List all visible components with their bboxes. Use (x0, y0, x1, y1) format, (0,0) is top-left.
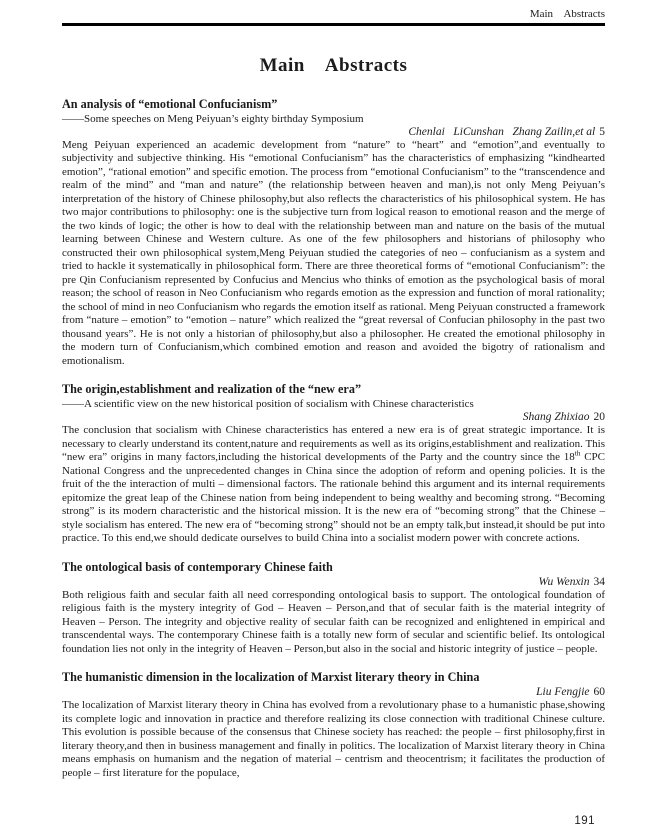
entry-title: The origin,establishment and realization of the “new era” (62, 382, 362, 396)
page-title: Main Abstracts (259, 54, 408, 76)
page-header (62, 8, 605, 26)
author-names: Shang Zhixiao (522, 411, 590, 423)
entry-start-page: 34 (593, 575, 605, 588)
author-names: Chenlai LiCunshan Zhang Zailin,et al (408, 125, 596, 138)
author-names: Liu Fengjie (536, 686, 590, 698)
abstract-entry-3 (62, 560, 605, 657)
entry-subtitle: ——A scientific view on the new historical position of socialism with Chinese characteristics (62, 398, 474, 410)
abstract-entry-2 (62, 382, 605, 546)
abstract-segment-post: CPC National Congress and the unprecedented changes in China since the adoption of reform and opening policies. It is the fruit of the the interaction of multi – dimensional factors. The rationale behind this argument and its internal requirements epitomize the great leap of the Chinese nation from being independent to being wealthy and becoming strong. “Becoming strong” is its modern characteristic and the historical mission. It is the new era of “becoming strong” that the Chinese – style socialism has entered. The new era of “becoming strong” should not be an empty talk,but instead,it should be put into practice. To this end,we should dedicate ourselves to build China into a socialist modern power with concrete actions. (62, 451, 605, 544)
abstract-entry-4 (62, 670, 605, 780)
abstract-segment-pre: The conclusion that socialism with Chinese characteristics has entered a new era is of great strategic importance. It is necessary to clearly understand its content,nature and requirements as well as its origins,establishment and realization. This “new era” origins in many factors,including the historical developments of the Party and the country since the 18 (62, 424, 605, 463)
entry-abstract (62, 424, 605, 546)
abstract-entry-1 (62, 97, 605, 369)
entry-title: The ontological basis of contemporary Chinese faith (62, 559, 333, 574)
entry-title: An analysis of “emotional Confucianism” (62, 96, 278, 111)
header-rule (62, 23, 605, 26)
entry-start-page: 5 (599, 125, 605, 138)
entry-start-page: 60 (593, 686, 605, 698)
entry-abstract: Both religious faith and secular faith all need corresponding ontological basis to support. The ontological foundation of religious faith is the mystery integrity of God – Heaven – Person,and that of secular faith is the material integrity of Heaven – Person. The integrity and objective reality of secular faith can be recognized and enlightened in empirical and transcendental ways. The contemporary Chinese faith is a totally new form of secular and scientific belief. Its ontological foundation lies not only in the integrity of Heaven – Person,but also in the social and historic integrity of justice – people. (62, 588, 605, 655)
page-number: 191 (574, 815, 595, 827)
running-title: Main Abstracts (529, 8, 605, 20)
entry-abstract: Meng Peiyuan experienced an academic development from “nature” to “heart” and “emotion”,and eventually to subjectivity and subjective thinking. His “emotional Confucianism” has the characteristics of emphasizing “kindhearted emotion”, “rational emotion” and specific emotion. The process from “emotional Confucianism” to the “transcendence and realm of the mind” and “man and nature” (the relationship between heaven and man),is not only Meng Peiyuan’s interpretation of the history of Chinese philosophy,but also reflects the characteristics of his philosophical system. He has two major contributions to philosophy: one is the subjective turn from logical reason to emotional reason and the merge of the two kinds of logic; the other is how to deal with the relationship between man and nature on the basis of the mutual learning between Chinese and Western culture. As one of the few philosophers and historians of philosophy who constructed their own philosophical system,Meng Peiyuan studied the categories of neo – confucianism as a system and tried to hackle it systematically in philosophical form. There are three theoretical forms of “emotional Confucianism”: the pre Qin Confucianism represented by Confucius and Mencius who thinks of emotion as the psychological basis of moral reason; the school of reason in Neo Confucianism who regards emotion as the expression and function of moral rationality; the school of mind in neo Confucianism who regards the emotion itself as rational. Meng Peiyuan constructed a framework from “nature – emotion” to “emotion – nature” which realized the “great reversal of Confucian philosophy in the past two thousand years”. He is not only a historian of philosophy,but also a philosopher. He created the emotional philosophy in the modern turn of Confucianism,which combined emotion and reason and avoided the bigotry of rationalism and emotionalism. (62, 138, 605, 367)
entry-authors (62, 686, 605, 698)
entry-title: The humanistic dimension in the localization of Marxist literary theory in China (62, 670, 480, 684)
entry-authors (62, 126, 605, 138)
entry-subtitle: ——Some speeches on Meng Peiyuan’s eighty birthday Symposium (62, 112, 364, 125)
ordinal-superscript: th (574, 448, 581, 458)
entry-abstract: The localization of Marxist literary theory in China has evolved from a revolutionary phase to a humanistic phase,showing its complete logic and innovation in practice and therefore realizing its close connection with traditional Chinese culture. This evolution is possible because of the consensus that Chinese society has reached: the people – first philosophy,first in literary theory,and then in business management and finally in politics. The localization of Marxist literary theory in China means emphasis on humanism and the negation of material – centrism and theocentrism; it facilitates the production of people – first literature for the populace, (62, 699, 605, 779)
entry-authors (62, 411, 605, 423)
author-names: Wu Wenxin (538, 575, 590, 588)
entry-start-page: 20 (593, 411, 605, 423)
entry-authors (62, 576, 605, 588)
